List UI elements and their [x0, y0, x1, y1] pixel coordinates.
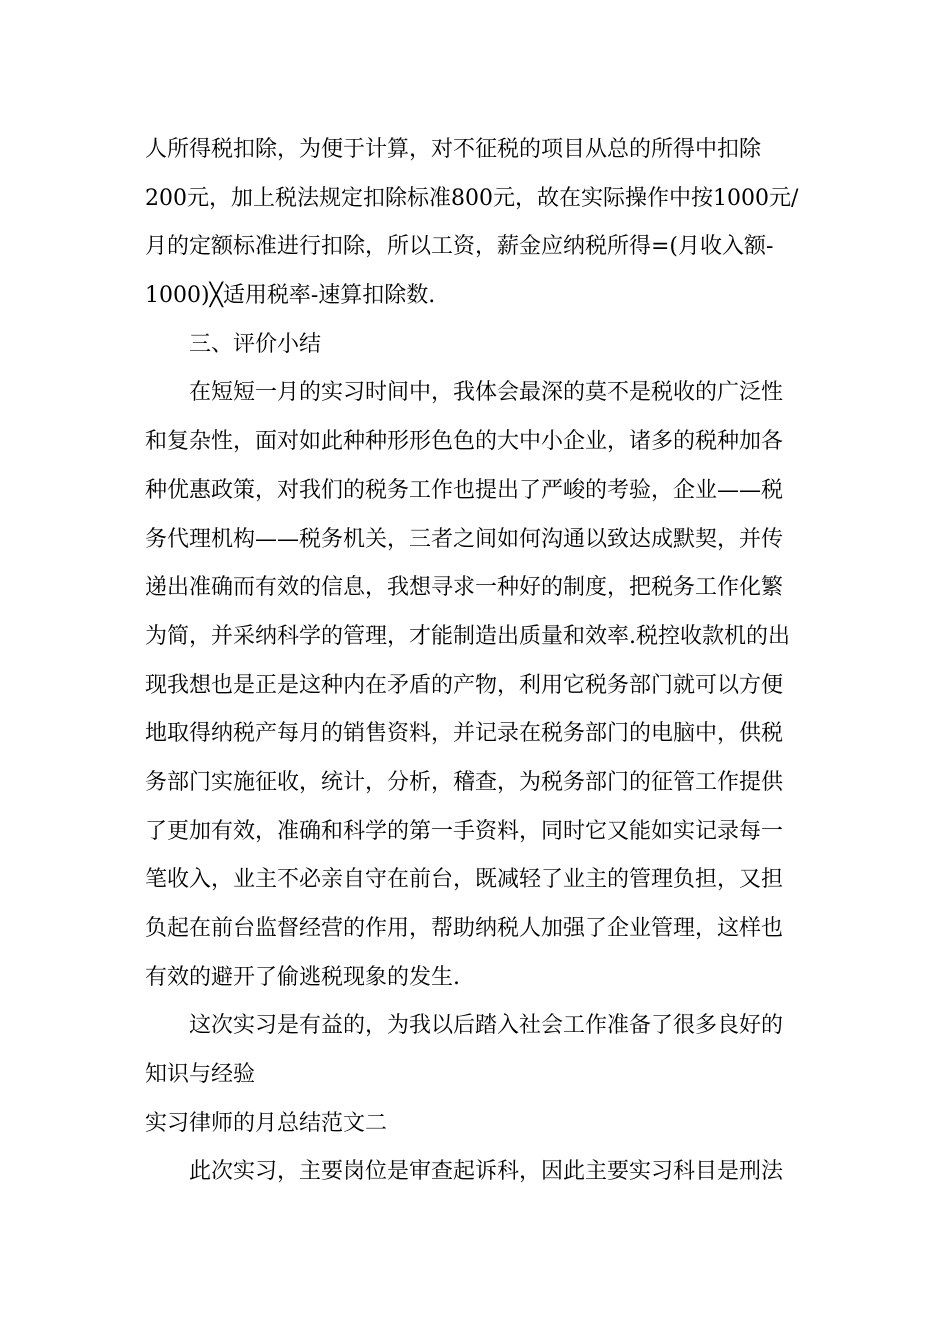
text-line: 200元，加上税法规定扣除标准800元，故在实际操作中按1000元/ [145, 185, 799, 211]
text-line: 月的定额标准进行扣除，所以工资，薪金应纳税所得=(月收入额- [145, 234, 774, 260]
document-body [145, 126, 815, 1197]
text-line: 笔收入，业主不必亲自守在前台，既减轻了业主的管理负担，又担 [145, 867, 784, 893]
text-line: 务代理机构——税务机关，三者之间如何沟通以致达成默契，并传 [145, 526, 784, 552]
text-line: 递出准确而有效的信息，我想寻求一种好的制度，把税务工作化繁 [145, 575, 784, 601]
section-heading: 三、评价小结 [189, 331, 322, 357]
text-line: 了更加有效，准确和科学的第一手资料，同时它又能如实记录每一 [145, 818, 784, 844]
text-line: 和复杂性，面对如此种种形形色色的大中小企业，诸多的税种加各 [145, 429, 784, 455]
text-line: 务部门实施征收，统计，分析，稽查，为税务部门的征管工作提供 [145, 769, 784, 795]
text-line: 人所得税扣除，为便于计算，对不征税的项目从总的所得中扣除 [145, 137, 762, 162]
text-line: 这次实习是有益的，为我以后踏入社会工作准备了很多良好的 [189, 1013, 784, 1039]
article-title: 实习律师的月总结范文二 [145, 1110, 388, 1136]
text-line: 地取得纳税产每月的销售资料，并记录在税务部门的电脑中，供税 [145, 721, 784, 747]
text-line: 在短短一月的实习时间中，我体会最深的莫不是税收的广泛性 [189, 380, 784, 406]
text-line: 1000)╳适用税率-速算扣除数. [145, 283, 436, 309]
text-line: 负起在前台监督经营的作用，帮助纳税人加强了企业管理，这样也 [145, 916, 784, 941]
text-line: 有效的避开了偷逃税现象的发生. [145, 964, 460, 990]
text-line: 现我想也是正是这种内在矛盾的产物，利用它税务部门就可以方便 [145, 672, 784, 698]
text-line: 为简，并采纳科学的管理，才能制造出质量和效率.税控收款机的出 [145, 623, 790, 649]
text-line: 种优惠政策，对我们的税务工作也提出了严峻的考验，企业——税 [145, 477, 784, 503]
text-line: 知识与经验 [145, 1062, 256, 1088]
text-line: 此次实习，主要岗位是审查起诉科，因此主要实习科目是刑法 [189, 1159, 784, 1185]
